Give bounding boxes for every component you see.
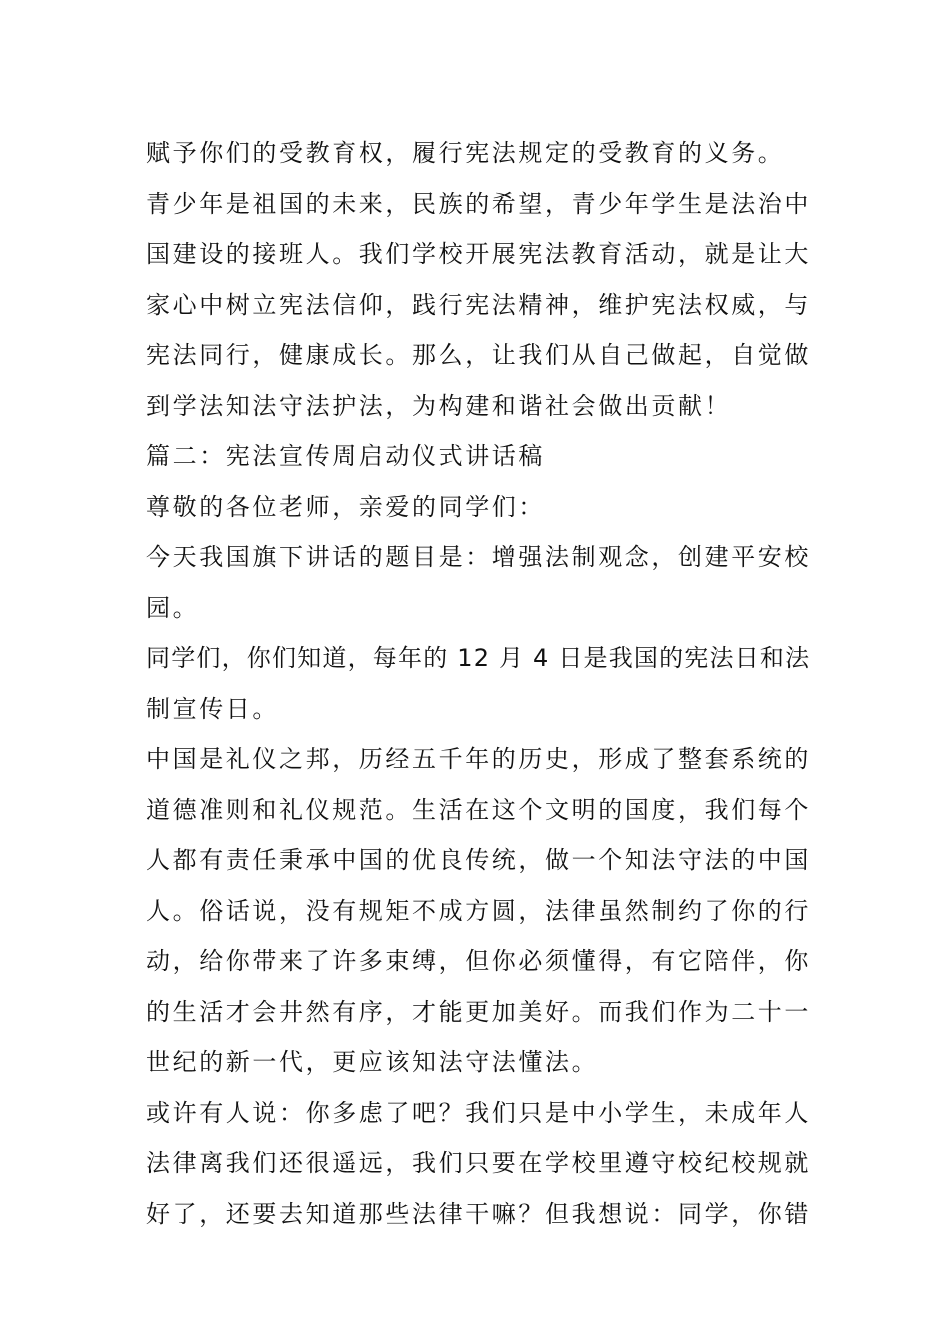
text-line: 同学们，你们知道，每年的 12 月 4 日是我国的宪法日和法	[146, 644, 811, 672]
text-line: 好了，还要去知道那些法律干嘛？但我想说：同学，你错	[146, 1199, 811, 1228]
salutation: 尊敬的各位老师，亲爱的同学们：	[146, 492, 545, 521]
text-line: 或许有人说：你多虑了吧？我们只是中小学生，未成年人	[146, 1098, 811, 1127]
text-line: 国建设的接班人。我们学校开展宪法教育活动，就是让大	[146, 240, 811, 268]
document-body	[146, 128, 810, 1239]
text-line: 人都有责任秉承中国的优良传统，做一个知法守法的中国	[146, 846, 811, 874]
text-line: 人。俗话说，没有规矩不成方圆，法律虽然制约了你的行	[146, 896, 811, 925]
text-line: 青少年是祖国的未来，民族的希望，青少年学生是法治中	[146, 189, 811, 218]
text-line: 中国是礼仪之邦，历经五千年的历史，形成了整套系统的	[146, 745, 811, 773]
text-line: 道德准则和礼仪规范。生活在这个文明的国度，我们每个	[146, 795, 811, 824]
text-line: 家心中树立宪法信仰，践行宪法精神，维护宪法权威，与	[146, 290, 811, 319]
section-heading: 篇二：宪法宣传周启动仪式讲话稿	[146, 442, 545, 470]
text-line: 赋予你们的受教育权，履行宪法规定的受教育的义务。	[146, 139, 785, 167]
text-line: 今天我国旗下讲话的题目是：增强法制观念，创建平安校	[146, 543, 811, 571]
text-line: 的生活才会井然有序，才能更加美好。而我们作为二十一	[146, 997, 811, 1026]
text-line: 园。	[146, 593, 200, 622]
text-line: 动，给你带来了许多束缚，但你必须懂得，有它陪伴，你	[146, 947, 811, 975]
text-line: 法律离我们还很遥远，我们只要在学校里遵守校纪校规就	[146, 1149, 811, 1177]
text-line: 制宣传日。	[146, 694, 279, 723]
text-line: 世纪的新一代，更应该知法守法懂法。	[146, 1048, 599, 1076]
text-line: 宪法同行，健康成长。那么，让我们从自己做起，自觉做	[146, 341, 811, 369]
text-line: 到学法知法守法护法，为构建和谐社会做出贡献！	[146, 391, 732, 420]
